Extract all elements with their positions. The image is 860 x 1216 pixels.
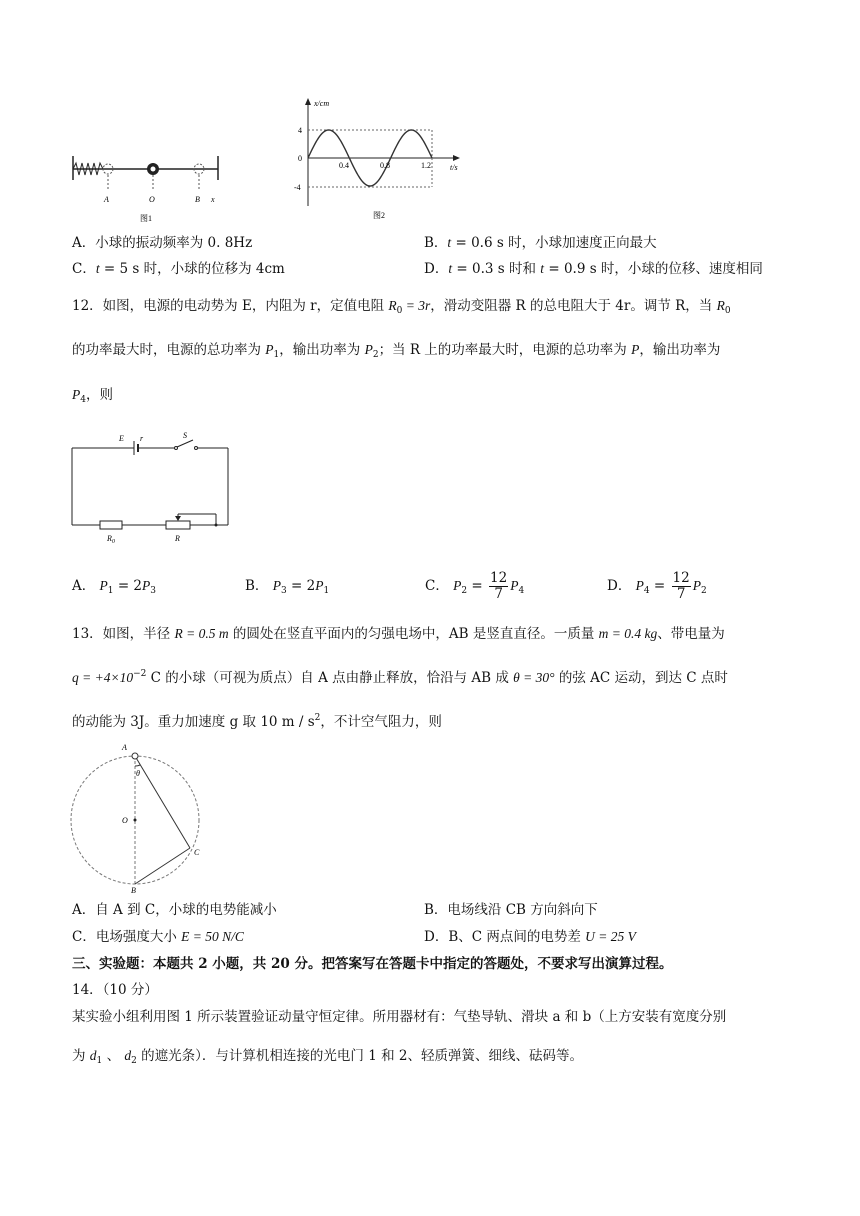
q11-figure-1	[68, 148, 228, 228]
q13-line-1: 13．如图，半径 R = 0.5 m 的圆处在竖直平面内的匀强电场中，AB 是竖直直径。一质量 m = 0.4 kg、带电量为	[72, 626, 725, 642]
resistor-r0	[100, 521, 122, 529]
y-tick-neg4: -4	[294, 183, 301, 192]
x-tick-0.4: 0.4	[339, 161, 349, 170]
label-a: A	[104, 195, 109, 204]
q13-option-b[interactable]: B．电场线沿 CB 方向斜向下	[424, 902, 598, 918]
y-tick-4: 4	[298, 126, 302, 135]
origin-label: 0	[298, 154, 302, 163]
q11-option-b[interactable]: B．t = 0.6 s 时，小球加速度正向最大	[424, 235, 657, 251]
q14-line-1: 某实验小组利用图 1 所示装置验证动量守恒定律。所用器材有：气垫导轨、滑块 a 和 b（上方安装有宽度分别	[72, 1009, 727, 1025]
fraction-12-7: $\frac{12}{7}$	[672, 570, 690, 602]
label-a: A	[122, 743, 127, 752]
q13-option-d[interactable]: D．B、C 两点间的电势差 U = 25 V	[424, 929, 636, 945]
x-axis-label: t/s	[450, 163, 458, 172]
q14-head: 14．（10 分）	[72, 982, 158, 998]
q12-option-b[interactable]: B． $P_3 = 2P_1$	[245, 578, 330, 596]
label-o: O	[122, 816, 128, 825]
center-o	[134, 819, 137, 822]
q13-option-a[interactable]: A．自 A 到 C，小球的电势能减小	[72, 902, 277, 918]
label-e: E	[119, 434, 124, 443]
y-axis-label: x/cm	[314, 99, 330, 108]
q13-line-2: $q = +4\times 10^{-2}$ C 的小球（可视为质点）自 A 点由静止释放，恰沿与 AB 成 θ = 30° 的弦 AC 运动，到达 C 点时	[72, 669, 728, 686]
section-3-heading: 三、实验题：本题共 2 小题，共 20 分。把答案写在答题卡中指定的答题处，不要求写出演算过程。	[72, 956, 673, 972]
x-tick-1.2: 1.2	[421, 161, 431, 170]
label-b: B	[131, 886, 136, 895]
q14-line-2: 为 $d_1$ 、 $d_2$ 的遮光条）．与计算机相连接的光电门 1 和 2、轻质弹簧、细线、砝码等。	[72, 1048, 583, 1066]
label-theta: θ	[136, 769, 140, 778]
q12-line-2: 的功率最大时，电源的总功率为 $P_1$，输出功率为 $P_2$；当 R 上的功率最大时，电源的总功率为 P，输出功率为	[72, 342, 721, 360]
q12-option-d[interactable]: D． $P_4$ = $\frac{12}{7}$ $P_2$	[607, 570, 707, 602]
label-r0: $R_0$	[107, 534, 115, 545]
label-rv: R	[175, 534, 180, 543]
q11-option-d[interactable]: D．t = 0.3 s 时和 t = 0.9 s 时，小球的位移、速度相同	[424, 261, 763, 277]
q13-line-3: 的动能为 3J。重力加速度 g 取 10 m / $s^2$，不计空气阻力，则	[72, 713, 442, 730]
rheostat-r	[166, 521, 190, 529]
chord-cb	[135, 848, 190, 884]
label-r: r	[140, 434, 144, 443]
q11-option-c[interactable]: C．t = 5 s 时，小球的位移为 4cm	[72, 261, 285, 277]
q13-option-c[interactable]: C．电场强度大小 E = 50 N/C	[72, 929, 244, 945]
q12-circuit-diagram	[66, 428, 241, 548]
q12-line-1: 12．如图，电源的电动势为 E，内阻为 r，定值电阻 $R_0 = 3r$，滑动变阻器 R 的总电阻大于 4r。调节 R，当 $R_0$	[72, 298, 731, 316]
q12-line-3: $P_4$，则	[72, 387, 113, 405]
fraction-12-7: $\frac{12}{7}$	[490, 570, 508, 602]
fig1-caption: 图1	[140, 214, 152, 223]
ball-at-a	[132, 753, 138, 759]
q11-figure-2	[286, 94, 471, 224]
q12-option-c[interactable]: C． $P_2$ = $\frac{12}{7}$ $P_4$	[425, 570, 525, 602]
q13-circle-diagram	[66, 738, 216, 896]
chord-ac	[135, 756, 190, 848]
label-s: S	[183, 431, 187, 440]
q11-option-a[interactable]: A．小球的振动频率为 0. 8Hz	[72, 235, 253, 251]
label-x: x	[211, 195, 215, 204]
label-b: B	[195, 195, 200, 204]
label-o: O	[149, 195, 155, 204]
x-tick-0.8: 0.8	[380, 161, 390, 170]
label-c: C	[194, 848, 200, 857]
q12-option-a[interactable]: A． $P_1 = 2P_3$	[72, 578, 156, 596]
fig2-caption: 图2	[373, 211, 385, 220]
